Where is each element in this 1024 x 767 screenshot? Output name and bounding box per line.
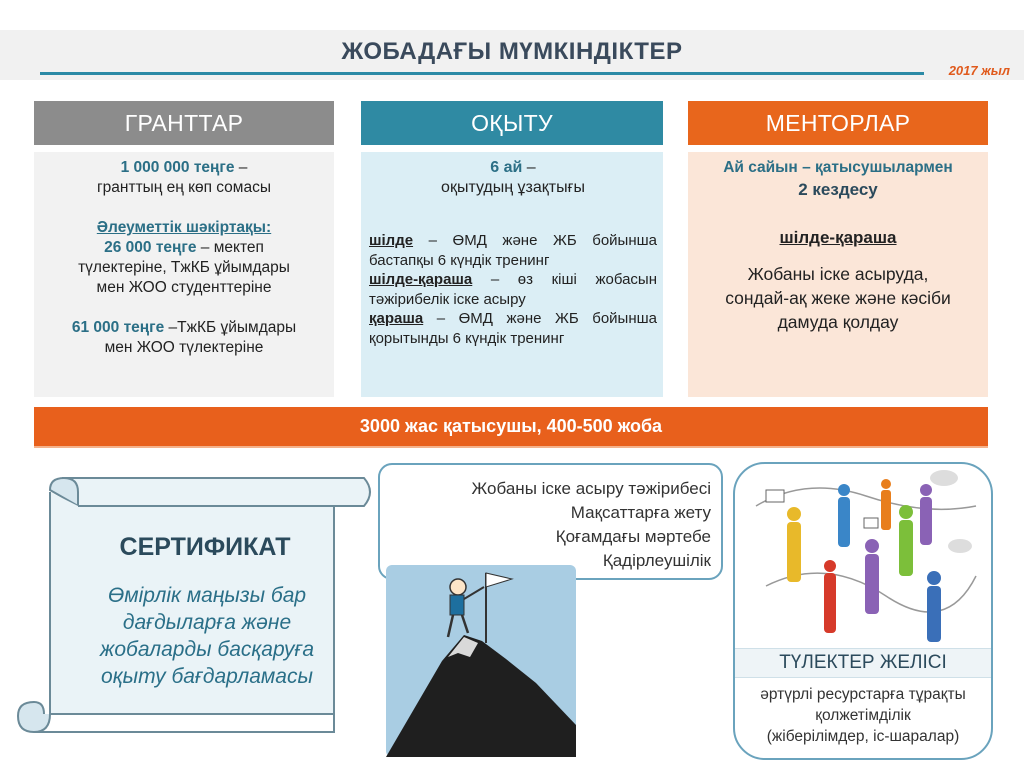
mentors-desc-1: Жобаны іске асыруда, bbox=[747, 264, 929, 284]
training-item-july: шілде – ӨМД және ЖБ бойынша бастапқы 6 күндік тренинг bbox=[369, 232, 657, 269]
scholarship-1-line3: мен ЖОО студенттеріне bbox=[96, 279, 272, 296]
training-header: ОҚЫТУ bbox=[361, 101, 663, 145]
mentors-period: шілде-қараша bbox=[779, 228, 897, 247]
year-label: 2017 жыл bbox=[948, 63, 1010, 78]
mentors-meetings: 2 кездесу bbox=[798, 180, 878, 199]
training-item-nov: қараша – ӨМД және ЖБ бойынша қорытынды 6 күндік тренинг bbox=[369, 310, 657, 347]
mentors-panel bbox=[688, 152, 988, 397]
benefits-box bbox=[378, 463, 723, 580]
alumni-network-description: әртүрлі ресурстарға тұрақты қолжетімділік (жіберілімдер, іс-шаралар) bbox=[760, 686, 966, 745]
grants-max-amount: 1 000 000 теңге – bbox=[120, 159, 248, 176]
scholarship-2-line2: мен ЖОО түлектеріне bbox=[104, 339, 264, 356]
certificate-description: Өмірлік маңызы бар дағдыларға және жобаларды басқаруға оқыту бағдарламасы bbox=[99, 584, 315, 688]
grants-header: ГРАНТТАР bbox=[34, 101, 334, 145]
benefit-item: Мақсаттарға жету bbox=[570, 503, 711, 522]
benefit-item: Қоғамдағы мәртебе bbox=[555, 527, 711, 546]
benefit-item: Жобаны іске асыру тәжірибесі bbox=[471, 479, 711, 498]
grants-panel bbox=[34, 152, 334, 397]
benefit-item: Қадірлеушілік bbox=[602, 551, 711, 570]
training-panel bbox=[361, 152, 663, 397]
participants-banner: 3000 жас қатысушы, 400-500 жоба bbox=[34, 407, 988, 446]
training-duration: 6 ай – bbox=[490, 159, 536, 176]
network-people-illustration bbox=[746, 466, 982, 646]
page-title: ЖОБАДАҒЫ МҮМКІНДІКТЕР bbox=[341, 38, 683, 65]
title-divider bbox=[40, 72, 924, 75]
training-item-july-nov: шілде-қараша – өз кіші жобасын тәжірибелік іске асыру bbox=[369, 271, 657, 308]
scholarship-title: Әлеуметтік шәкіртақы: bbox=[96, 219, 272, 236]
alumni-network-title: ТҮЛЕКТЕР ЖЕЛІСІ bbox=[735, 648, 991, 678]
mountain-climber-illustration bbox=[386, 565, 576, 757]
mentors-frequency: Ай сайын – қатысушылармен bbox=[723, 159, 953, 176]
training-duration-label: оқытудың ұзақтығы bbox=[441, 178, 585, 196]
mentors-header: МЕНТОРЛАР bbox=[688, 101, 988, 145]
grants-max-label: гранттың ең көп сомасы bbox=[97, 179, 271, 196]
scholarship-1: 26 000 теңге – мектеп bbox=[104, 239, 264, 256]
mentors-desc-2: сондай-ақ жеке және кәсіби bbox=[725, 288, 951, 308]
scholarship-1-line2: түлектеріне, ТжКБ ұйымдары bbox=[78, 259, 290, 276]
certificate-title: СЕРТИФИКАТ bbox=[119, 533, 291, 561]
mentors-desc-3: дамуда қолдау bbox=[777, 312, 899, 332]
scholarship-2: 61 000 теңге –ТжКБ ұйымдары bbox=[71, 319, 297, 336]
